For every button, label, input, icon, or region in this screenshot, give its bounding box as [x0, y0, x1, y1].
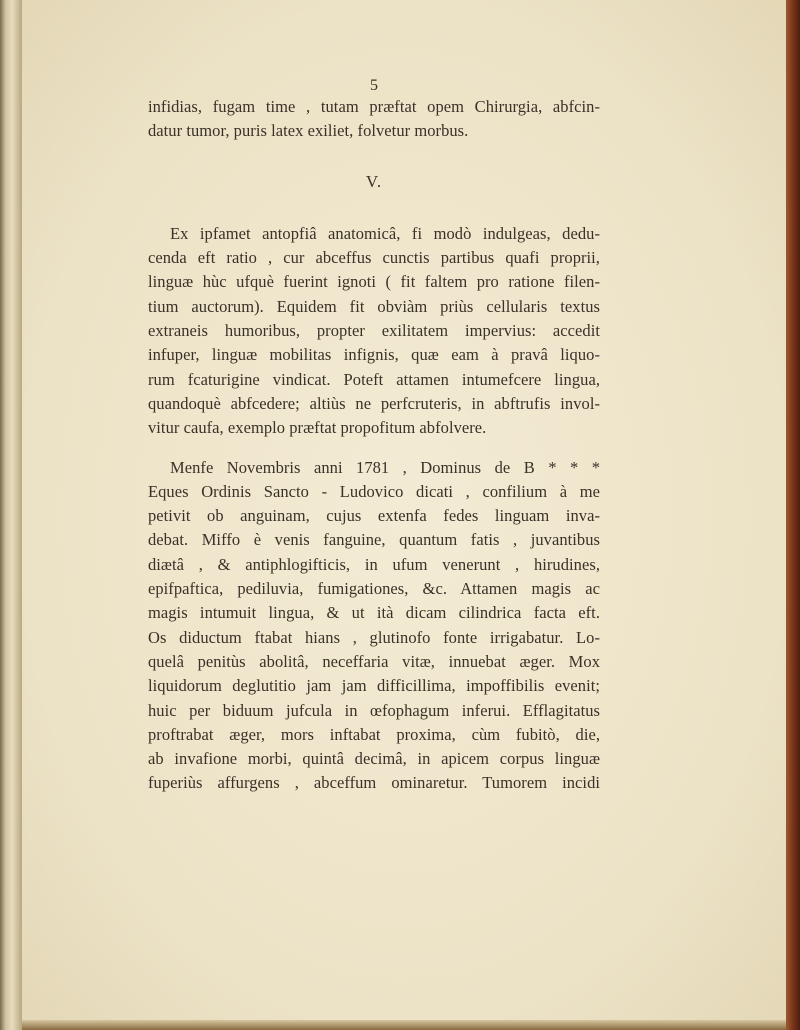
intro-text: [148, 95, 600, 144]
text-line: petivit ob anguinam, cujus extenfa fedes linguam inva-: [148, 506, 600, 526]
text-line: proftrabat æger, mors inftabat proxima, cùm fubitò, die,: [148, 724, 600, 744]
text-line: Menfe Novembris anni 1781 , Dominus de B * * *: [170, 457, 600, 477]
text-line: epifpaftica, pediluvia, fumigationes, &c. Attamen magis ac: [148, 579, 600, 599]
text-line: cenda eft ratio , cur abceffus cunctis partibus quafi proprii,: [148, 248, 600, 268]
text-line: Ex ipfamet antopfiâ anatomicâ, fi modò indulgeas, dedu-: [170, 223, 600, 243]
text-line: rum fcaturigine vindicat. Poteft attamen intumefcere lingua,: [148, 369, 600, 389]
book-binding: [0, 0, 22, 1030]
paragraph: [148, 222, 600, 441]
text-line: infuper, linguæ mobilitas infignis, quæ eam à pravâ liquo-: [148, 345, 600, 365]
text-line: ab invafione morbi, quintâ decimâ, in apicem corpus linguæ: [148, 749, 600, 769]
text-line: fuperiùs affurgens , abceffum ominaretur. Tumorem incidi: [148, 773, 600, 793]
page-text: [148, 75, 600, 796]
book-cover-edge: [786, 0, 800, 1030]
page-number: 5: [369, 77, 379, 94]
text-line: vitur caufa, exemplo præftat propofitum abfolvere.: [148, 418, 487, 438]
section-heading: V.: [365, 171, 383, 191]
text-line: diætâ , & antiphlogifticis, in ufum venerunt , hirudines,: [148, 554, 600, 574]
paragraph: [148, 456, 600, 796]
text-line: debat. Miffo è venis fanguine, quantum fatis , juvantibus: [148, 530, 600, 550]
text-line: linguæ hùc ufquè fuerint ignoti ( fit faltem pro ratione filen-: [148, 272, 600, 292]
text-line: tium auctorum). Equidem fit obviàm priùs cellularis textus: [148, 296, 600, 316]
text-line: infidias, fugam time , tutam præftat opem Chirurgia, abfcin-: [148, 97, 600, 116]
text-line: datur tumor, puris latex exiliet, folvetur morbus.: [148, 121, 469, 141]
text-line: huic per biduum jufcula in œfophagum inferui. Efflagitatus: [148, 700, 600, 720]
text-line: extraneis humoribus, propter exilitatem impervius: accedit: [148, 321, 600, 341]
page-bottom-edge: [22, 1020, 786, 1030]
text-line: quandoquè abfcedere; altiùs ne perfcruteris, in abftrufis invol-: [148, 393, 600, 413]
text-line: Eques Ordinis Sancto - Ludovico dicati , confilium à me: [148, 481, 600, 501]
text-line: liquidorum deglutitio jam jam difficillima, impoffibilis evenit;: [148, 676, 600, 696]
text-line: Os diductum ftabat hians , glutinofo fonte irrigabatur. Lo-: [148, 627, 600, 647]
text-line: magis intumuit lingua, & ut ità dicam cilindrica facta eft.: [148, 603, 600, 623]
text-line: quelâ penitùs abolitâ, neceffaria vitæ, innuebat æger. Mox: [148, 651, 600, 671]
